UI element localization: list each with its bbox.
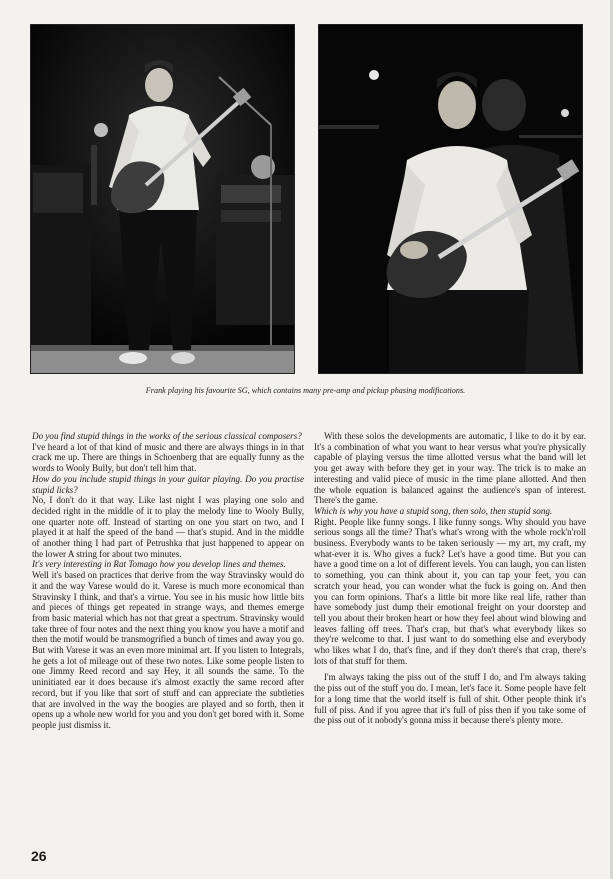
question-paragraph: How do you include stupid things in your guitar playing. Do you practise stupid licks?: [32, 473, 304, 495]
guitarist-photo-right: [319, 25, 582, 373]
answer-paragraph: Right. People like funny songs. I like funny songs. Why should you have serious songs all the time? That's what's wrong with the whole rock'n'roll business. Everybody wants to be taken seriously — my art, my craft, my what-ever it is. Who gives a fuck? Let's have a good time. But you can have a good time on a lot of different levels. You can laugh, you can listen to something, you can think about it, you can tap your feet, you can scratch your head, you can wonder what the fuck is going on. And then you can form opinions. That's a little bit more like real life, rather than have somebody just dump their emotional freight on your doorstep and tell you about their broken heart or how they feel about wind blowing and leaves falling off trees. That's crap, but that's what everybody likes so they're welcome to that. I just want to do something else and everybody who likes what I do, that's fine, and if they don't there's that crap, there's lots of that stuff for them.: [314, 516, 586, 666]
photo-caption: Frank playing his favourite SG, which contains many pre-amp and pickup phasing modifications.: [145, 386, 466, 395]
question-paragraph: Which is why you have a stupid song, then solo, then stupid song.: [314, 505, 553, 516]
right-text-column: [314, 431, 586, 726]
question-paragraph: Do you find stupid things in the works of the serious classical composers?: [32, 431, 302, 441]
answer-paragraph: No, I don't do it that way. Like last night I was playing one solo and decided right in the middle of it to play the melody line to Wooly Bully, one quarter note off. Instead of starting on one you start on two, and I played it at half the speed of the band — that's stupid. And in the middle of another thing I had part of Petrushka that just happened to appear on the lower A string for about two minutes.: [32, 495, 304, 559]
guitarist-photo-left: [31, 25, 294, 373]
question-paragraph: It's very interesting in Rat Tomago how you develop lines and themes.: [32, 559, 286, 570]
page-number: 26: [31, 848, 47, 864]
photo-frank-closeup: [318, 24, 583, 374]
photo-frank-on-stage: [30, 24, 295, 374]
answer-paragraph: I've heard a lot of that kind of music and there are always things in in that crack me up. There are things in Schoenberg that are equally funny as the words to Wooly Bully, but don't tell him that.: [32, 441, 304, 474]
answer-paragraph: Well it's based on practices that derive from the way Stravinsky would do it and the way Varese would do it. Varese is much more economical than Stravinsky I think, and that's a virtue. You see in his music how little bits and pieces of things get repeated in strange ways, and themes emerge from basic material which has not that great a spectrum. Stravinsky would take three of four notes and the next thing you know you have a motif and then the motif would be transmogrified a bunch of times and away you go. But with Varese it was an even more minimal art. If you listen to Integrals, he gets a lot of mileage out of these two notes. Like some people listen to one Jimmy Reed record and say Hey, it all sounds the same. To the uninitiated ear it does because it's almost exactly the same record after record, but if you like that sort of stuff and can appreciate the subtleties that are involved in the way the boogies are played and so forth, then it opens up a whole new world for you and you don't get bored with it. Some people just dismiss it.: [32, 570, 304, 730]
left-text-column: [32, 431, 304, 731]
answer-paragraph: With these solos the developments are automatic, I like to do it by ear. It's a combination of what you want to hear versus what you're physically capable of playing versus the time allotted versus what the band will let you get away with before they get in your way. The trick is to make an interesting and valid piece of music in the time plane allotted. And then the whole equation is balanced against the audience's span of interest. There's the game.: [314, 431, 586, 506]
answer-paragraph: I'm always taking the piss out of the stuff I do, and I'm always taking the piss out of the stuff you do. I mean, let's face it. Some people have felt for a long time that the world itself is full of shit. Other people think it's full of piss. And if you agree that it's full of piss then if you take some of the piss out of it nobody's gonna miss it because there's plenty more.: [314, 672, 586, 726]
